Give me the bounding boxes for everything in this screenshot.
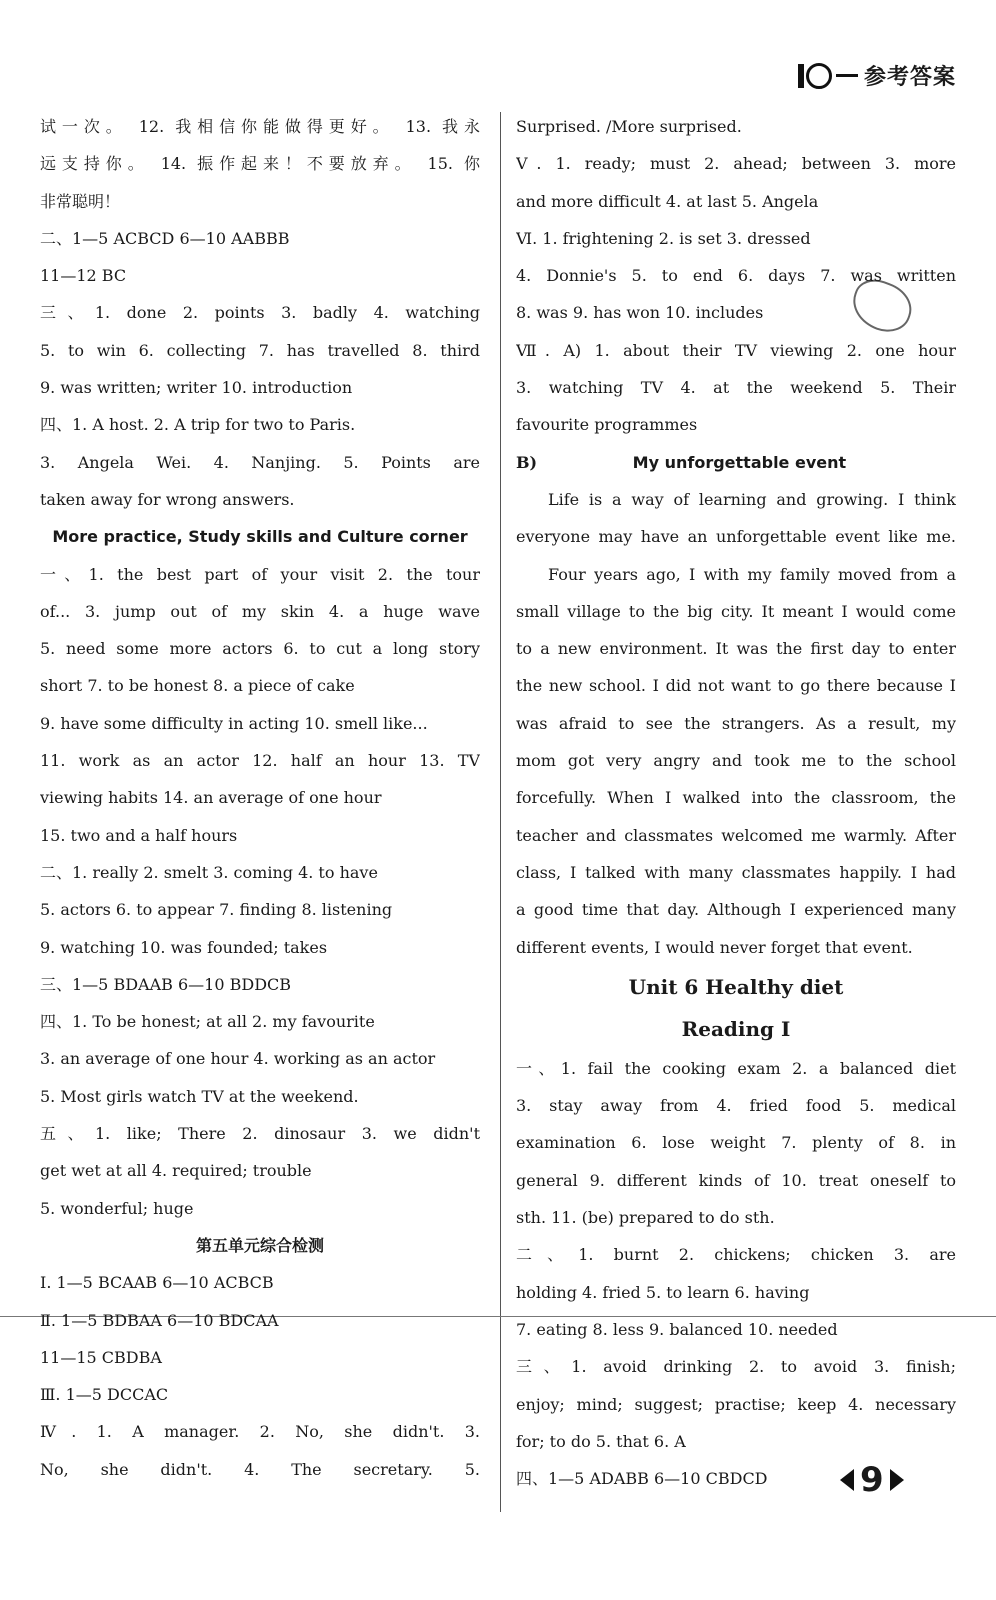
essay-line: mom got very angry and took me to the school [516, 751, 956, 771]
answer-line: 二、1. burnt 2. chickens; chicken 3. are [516, 1245, 956, 1265]
answer-line: 二、1. really 2. smelt 3. coming 4. to have [40, 862, 378, 882]
answer-line: 一、1. the best part of your visit 2. the tour [40, 564, 480, 584]
essay-line: small village to the big city. It meant I would come [516, 601, 956, 621]
answer-line: Ⅱ. 1—5 BDBAA 6—10 BDCAA [40, 1310, 279, 1330]
essay-label: B) [516, 452, 538, 472]
section-heading: 第五单元综合检测 [195, 1235, 324, 1255]
page-header [798, 60, 956, 91]
answer-line: taken away for wrong answers. [40, 489, 295, 509]
answer-line: 5. Most girls watch TV at the weekend. [40, 1086, 359, 1106]
answer-line: holding 4. fried 5. to learn 6. having [516, 1282, 810, 1302]
answer-line: Surprised. /More surprised. [516, 117, 742, 136]
answer-line: viewing habits 14. an average of one hour [40, 788, 382, 808]
essay-line: Four years ago, I with my family moved from a [548, 564, 956, 584]
answer-line: 3. watching TV 4. at the weekend 5. Their [516, 378, 956, 398]
page-number [840, 1460, 904, 1500]
answer-line: 3. Angela Wei. 4. Nanjing. 5. Points are [40, 452, 480, 472]
right-column [516, 108, 956, 1497]
answer-line: 一、1. fail the cooking exam 2. a balanced diet [516, 1058, 956, 1078]
essay-line: a good time that day. Although I experienced many [516, 900, 956, 920]
brand-logo-icon [798, 63, 858, 89]
answer-line: short 7. to be honest 8. a piece of cake [40, 676, 355, 696]
header-title: 参考答案 [863, 65, 956, 90]
essay-line: everyone may have an unforgettable event like me. [516, 527, 956, 547]
answer-line: 11—15 CBDBA [40, 1347, 162, 1367]
answer-line: 二、1—5 ACBCD 6—10 AABBB [40, 228, 290, 248]
answer-line: 四、1. To be honest; at all 2. my favourite [40, 1012, 375, 1032]
answer-line: 三、1. done 2. points 3. badly 4. watching [40, 303, 480, 323]
essay-title: My unforgettable event [632, 452, 847, 472]
answer-line: examination 6. lose weight 7. plenty of 8. in [516, 1133, 956, 1153]
answer-line: 7. eating 8. less 9. balanced 10. needed [516, 1319, 838, 1339]
essay-line: forcefully. When I walked into the classroom, the [516, 788, 956, 808]
answer-line: 9. was written; writer 10. introduction [40, 378, 353, 398]
answer-line: 五、1. like; There 2. dinosaur 3. we didn't [40, 1124, 480, 1144]
answer-line: general 9. different kinds of 10. treat oneself to [516, 1170, 956, 1190]
page-number-value: 9 [860, 1460, 884, 1500]
answer-line: 9. watching 10. was founded; takes [40, 937, 328, 957]
triangle-right-icon [890, 1469, 904, 1491]
answer-line: 5. to win 6. collecting 7. has travelled 8. third [40, 340, 480, 360]
answer-line: favourite programmes [516, 415, 698, 435]
section-heading: More practice, Study skills and Culture corner [52, 527, 468, 547]
answer-line: and more difficult 4. at last 5. Angela [516, 191, 819, 211]
essay-line: class, I talked with many classmates happily. I had [516, 862, 956, 882]
answer-line: Ⅶ. A) 1. about their TV viewing 2. one hour [516, 340, 956, 360]
answer-line: 四、1. A host. 2. A trip for two to Paris. [40, 415, 356, 435]
answer-line: 11. work as an actor 12. half an hour 13. TV [40, 751, 480, 771]
answer-line: Ⅳ. 1. A manager. 2. No, she didn't. 3. [40, 1422, 480, 1442]
answer-line: 4. Donnie's 5. to end 6. days 7. was written [516, 266, 956, 286]
answer-line: 5. need some more actors 6. to cut a long story [40, 639, 480, 659]
essay-line: was afraid to see the strangers. As a result, my [516, 713, 956, 733]
answer-line: 5. actors 6. to appear 7. finding 8. listening [40, 900, 393, 920]
left-column [40, 108, 480, 1488]
answer-line: of... 3. jump out of my skin 4. a huge wave [40, 601, 480, 621]
answer-line: sth. 11. (be) prepared to do sth. [516, 1208, 775, 1228]
answer-line: Ⅴ. 1. ready; must 2. ahead; between 3. more [516, 154, 956, 174]
essay-line: different events, I would never forget that event. [516, 937, 913, 957]
answer-line: 三、1—5 BDAAB 6—10 BDDCB [40, 974, 292, 994]
answer-line: 5. wonderful; huge [40, 1198, 194, 1218]
unit-subtitle: Reading Ⅰ [681, 1016, 791, 1041]
answer-line: 15. two and a half hours [40, 825, 238, 845]
answer-line: 8. was 9. has won 10. includes [516, 303, 764, 323]
answer-line: 9. have some difficulty in acting 10. smell like... [40, 713, 428, 733]
answer-line: 四、1—5 ADABB 6—10 CBDCD [516, 1469, 768, 1489]
essay-line: to a new environment. It was the first day to enter [516, 639, 956, 659]
answer-line: Ⅰ. 1—5 BCAAB 6—10 ACBCB [40, 1273, 274, 1293]
answer-line: for; to do 5. that 6. A [516, 1431, 686, 1451]
essay-line: the new school. I did not want to go there because I [516, 676, 956, 696]
answer-line: 远支持你。 14. 振作起来！不要放弃。 15. 你 [40, 154, 480, 174]
answer-line: 11—12 BC [40, 266, 127, 286]
answer-line: Ⅵ. 1. frightening 2. is set 3. dressed [516, 228, 811, 248]
answer-line: Ⅲ. 1—5 DCCAC [40, 1385, 169, 1405]
essay-line: Life is a way of learning and growing. I think [548, 489, 956, 509]
answer-line: 试一次。 12. 我相信你能做得更好。 13. 我永 [40, 117, 480, 136]
essay-line: teacher and classmates welcomed me warmly. After [516, 825, 956, 845]
answer-line: 三、1. avoid drinking 2. to avoid 3. finish; [516, 1357, 956, 1377]
answer-line: 非常聪明！ [40, 191, 121, 211]
answer-line: 3. an average of one hour 4. working as an actor [40, 1049, 436, 1069]
answer-line: No, she didn't. 4. The secretary. 5. [40, 1459, 480, 1479]
unit-title: Unit 6 Healthy diet [628, 974, 844, 999]
triangle-left-icon [840, 1469, 854, 1491]
answer-line: enjoy; mind; suggest; practise; keep 4. necessary [516, 1394, 956, 1414]
column-divider [500, 112, 501, 1512]
answer-line: get wet at all 4. required; trouble [40, 1161, 312, 1181]
essay-header [516, 444, 956, 481]
answer-line: 3. stay away from 4. fried food 5. medical [516, 1096, 956, 1116]
